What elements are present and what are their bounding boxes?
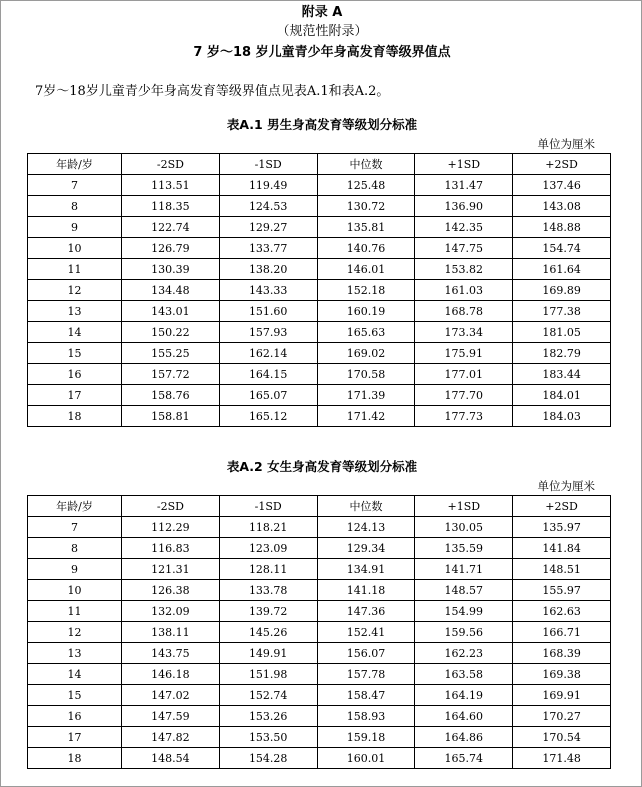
value-cell: 135.81 — [317, 217, 415, 238]
column-header: -1SD — [219, 496, 317, 517]
value-cell: 149.91 — [219, 643, 317, 664]
value-cell: 154.28 — [219, 748, 317, 769]
table-row — [28, 385, 611, 406]
value-cell: 152.18 — [317, 280, 415, 301]
value-cell: 146.18 — [122, 664, 220, 685]
table-row — [28, 301, 611, 322]
column-header: +1SD — [415, 496, 513, 517]
value-cell: 158.76 — [122, 385, 220, 406]
value-cell: 138.11 — [122, 622, 220, 643]
value-cell: 159.18 — [317, 727, 415, 748]
age-cell: 9 — [28, 217, 122, 238]
value-cell: 177.70 — [415, 385, 513, 406]
column-header: 年龄/岁 — [28, 154, 122, 175]
value-cell: 133.78 — [219, 580, 317, 601]
table-row — [28, 406, 611, 427]
value-cell: 169.89 — [513, 280, 611, 301]
value-cell: 151.98 — [219, 664, 317, 685]
value-cell: 129.34 — [317, 538, 415, 559]
value-cell: 150.22 — [122, 322, 220, 343]
value-cell: 169.38 — [513, 664, 611, 685]
value-cell: 125.48 — [317, 175, 415, 196]
value-cell: 175.91 — [415, 343, 513, 364]
table-row — [28, 517, 611, 538]
value-cell: 170.58 — [317, 364, 415, 385]
table-title-girls: 表A.2 女生身高发育等级划分标准 — [226, 459, 418, 474]
value-cell: 139.72 — [219, 601, 317, 622]
value-cell: 126.38 — [122, 580, 220, 601]
table-header-row — [28, 496, 611, 517]
age-cell: 16 — [28, 364, 122, 385]
value-cell: 160.19 — [317, 301, 415, 322]
table-row — [28, 727, 611, 748]
value-cell: 141.71 — [415, 559, 513, 580]
value-cell: 162.63 — [513, 601, 611, 622]
value-cell: 145.26 — [219, 622, 317, 643]
age-cell: 14 — [28, 664, 122, 685]
boys-height-table — [27, 153, 611, 427]
table-row — [28, 601, 611, 622]
age-cell: 8 — [28, 196, 122, 217]
age-cell: 10 — [28, 238, 122, 259]
value-cell: 143.75 — [122, 643, 220, 664]
value-cell: 146.01 — [317, 259, 415, 280]
value-cell: 184.01 — [513, 385, 611, 406]
intro-paragraph: 7岁～18岁儿童青少年身高发育等级界值点见表A.1和表A.2。 — [35, 84, 390, 99]
value-cell: 142.35 — [415, 217, 513, 238]
value-cell: 166.71 — [513, 622, 611, 643]
column-header: 中位数 — [317, 154, 415, 175]
value-cell: 124.53 — [219, 196, 317, 217]
value-cell: 156.07 — [317, 643, 415, 664]
value-cell: 170.27 — [513, 706, 611, 727]
column-header: +2SD — [513, 496, 611, 517]
value-cell: 129.27 — [219, 217, 317, 238]
table-row — [28, 622, 611, 643]
age-cell: 8 — [28, 538, 122, 559]
value-cell: 153.50 — [219, 727, 317, 748]
value-cell: 147.02 — [122, 685, 220, 706]
value-cell: 182.79 — [513, 343, 611, 364]
appendix-label: 附录 A — [301, 5, 343, 20]
age-cell: 14 — [28, 322, 122, 343]
value-cell: 148.51 — [513, 559, 611, 580]
column-header: +1SD — [415, 154, 513, 175]
age-cell: 17 — [28, 385, 122, 406]
value-cell: 118.21 — [219, 517, 317, 538]
value-cell: 135.97 — [513, 517, 611, 538]
value-cell: 143.33 — [219, 280, 317, 301]
table-title-boys: 表A.1 男生身高发育等级划分标准 — [226, 117, 418, 132]
value-cell: 113.51 — [122, 175, 220, 196]
value-cell: 154.74 — [513, 238, 611, 259]
value-cell: 148.54 — [122, 748, 220, 769]
value-cell: 164.60 — [415, 706, 513, 727]
table-row — [28, 706, 611, 727]
value-cell: 130.39 — [122, 259, 220, 280]
age-cell: 7 — [28, 175, 122, 196]
value-cell: 151.60 — [219, 301, 317, 322]
value-cell: 118.35 — [122, 196, 220, 217]
table-row — [28, 364, 611, 385]
value-cell: 124.13 — [317, 517, 415, 538]
age-cell: 12 — [28, 280, 122, 301]
value-cell: 171.39 — [317, 385, 415, 406]
table-row — [28, 343, 611, 364]
age-cell: 11 — [28, 601, 122, 622]
table-header-row — [28, 154, 611, 175]
value-cell: 169.91 — [513, 685, 611, 706]
value-cell: 168.78 — [415, 301, 513, 322]
column-header: -2SD — [122, 154, 220, 175]
column-header: 中位数 — [317, 496, 415, 517]
value-cell: 123.09 — [219, 538, 317, 559]
table-row — [28, 217, 611, 238]
value-cell: 160.01 — [317, 748, 415, 769]
value-cell: 154.99 — [415, 601, 513, 622]
value-cell: 152.41 — [317, 622, 415, 643]
value-cell: 148.57 — [415, 580, 513, 601]
value-cell: 184.03 — [513, 406, 611, 427]
value-cell: 158.93 — [317, 706, 415, 727]
unit-label-boys: 单位为厘米 — [537, 137, 595, 151]
value-cell: 134.91 — [317, 559, 415, 580]
age-cell: 7 — [28, 517, 122, 538]
value-cell: 141.84 — [513, 538, 611, 559]
value-cell: 169.02 — [317, 343, 415, 364]
value-cell: 164.15 — [219, 364, 317, 385]
table-row — [28, 280, 611, 301]
value-cell: 168.39 — [513, 643, 611, 664]
girls-height-table — [27, 495, 611, 769]
value-cell: 130.05 — [415, 517, 513, 538]
value-cell: 143.01 — [122, 301, 220, 322]
value-cell: 147.75 — [415, 238, 513, 259]
value-cell: 177.73 — [415, 406, 513, 427]
value-cell: 143.08 — [513, 196, 611, 217]
value-cell: 158.81 — [122, 406, 220, 427]
age-cell: 17 — [28, 727, 122, 748]
age-cell: 16 — [28, 706, 122, 727]
value-cell: 153.82 — [415, 259, 513, 280]
value-cell: 165.74 — [415, 748, 513, 769]
value-cell: 126.79 — [122, 238, 220, 259]
table-row — [28, 748, 611, 769]
value-cell: 153.26 — [219, 706, 317, 727]
value-cell: 112.29 — [122, 517, 220, 538]
age-cell: 10 — [28, 580, 122, 601]
column-header: -2SD — [122, 496, 220, 517]
table-row — [28, 322, 611, 343]
table-row — [28, 196, 611, 217]
age-cell: 13 — [28, 643, 122, 664]
value-cell: 164.19 — [415, 685, 513, 706]
table-row — [28, 538, 611, 559]
table-row — [28, 559, 611, 580]
value-cell: 152.74 — [219, 685, 317, 706]
column-header: +2SD — [513, 154, 611, 175]
value-cell: 157.93 — [219, 322, 317, 343]
value-cell: 165.63 — [317, 322, 415, 343]
value-cell: 130.72 — [317, 196, 415, 217]
value-cell: 162.14 — [219, 343, 317, 364]
value-cell: 171.42 — [317, 406, 415, 427]
value-cell: 135.59 — [415, 538, 513, 559]
normative-label: （规范性附录） — [276, 24, 368, 39]
value-cell: 163.58 — [415, 664, 513, 685]
value-cell: 162.23 — [415, 643, 513, 664]
value-cell: 165.12 — [219, 406, 317, 427]
value-cell: 147.59 — [122, 706, 220, 727]
table-row — [28, 238, 611, 259]
value-cell: 138.20 — [219, 259, 317, 280]
value-cell: 134.48 — [122, 280, 220, 301]
value-cell: 132.09 — [122, 601, 220, 622]
unit-label-girls: 单位为厘米 — [537, 479, 595, 493]
page-title: 7 岁～18 岁儿童青少年身高发育等级界值点 — [193, 45, 451, 60]
age-cell: 13 — [28, 301, 122, 322]
column-header: -1SD — [219, 154, 317, 175]
age-cell: 9 — [28, 559, 122, 580]
age-cell: 15 — [28, 343, 122, 364]
value-cell: 158.47 — [317, 685, 415, 706]
value-cell: 121.31 — [122, 559, 220, 580]
table-row — [28, 175, 611, 196]
value-cell: 157.78 — [317, 664, 415, 685]
value-cell: 147.36 — [317, 601, 415, 622]
value-cell: 165.07 — [219, 385, 317, 406]
value-cell: 161.03 — [415, 280, 513, 301]
value-cell: 183.44 — [513, 364, 611, 385]
value-cell: 177.01 — [415, 364, 513, 385]
age-cell: 18 — [28, 748, 122, 769]
table-row — [28, 643, 611, 664]
column-header: 年龄/岁 — [28, 496, 122, 517]
value-cell: 122.74 — [122, 217, 220, 238]
value-cell: 159.56 — [415, 622, 513, 643]
value-cell: 173.34 — [415, 322, 513, 343]
value-cell: 147.82 — [122, 727, 220, 748]
table-row — [28, 580, 611, 601]
value-cell: 164.86 — [415, 727, 513, 748]
value-cell: 161.64 — [513, 259, 611, 280]
table-row — [28, 259, 611, 280]
value-cell: 171.48 — [513, 748, 611, 769]
value-cell: 131.47 — [415, 175, 513, 196]
age-cell: 18 — [28, 406, 122, 427]
value-cell: 155.25 — [122, 343, 220, 364]
value-cell: 136.90 — [415, 196, 513, 217]
value-cell: 177.38 — [513, 301, 611, 322]
value-cell: 148.88 — [513, 217, 611, 238]
value-cell: 137.46 — [513, 175, 611, 196]
value-cell: 181.05 — [513, 322, 611, 343]
value-cell: 133.77 — [219, 238, 317, 259]
value-cell: 155.97 — [513, 580, 611, 601]
table-row — [28, 685, 611, 706]
age-cell: 11 — [28, 259, 122, 280]
value-cell: 116.83 — [122, 538, 220, 559]
value-cell: 170.54 — [513, 727, 611, 748]
value-cell: 128.11 — [219, 559, 317, 580]
table-row — [28, 664, 611, 685]
value-cell: 157.72 — [122, 364, 220, 385]
value-cell: 141.18 — [317, 580, 415, 601]
value-cell: 119.49 — [219, 175, 317, 196]
age-cell: 12 — [28, 622, 122, 643]
value-cell: 140.76 — [317, 238, 415, 259]
age-cell: 15 — [28, 685, 122, 706]
